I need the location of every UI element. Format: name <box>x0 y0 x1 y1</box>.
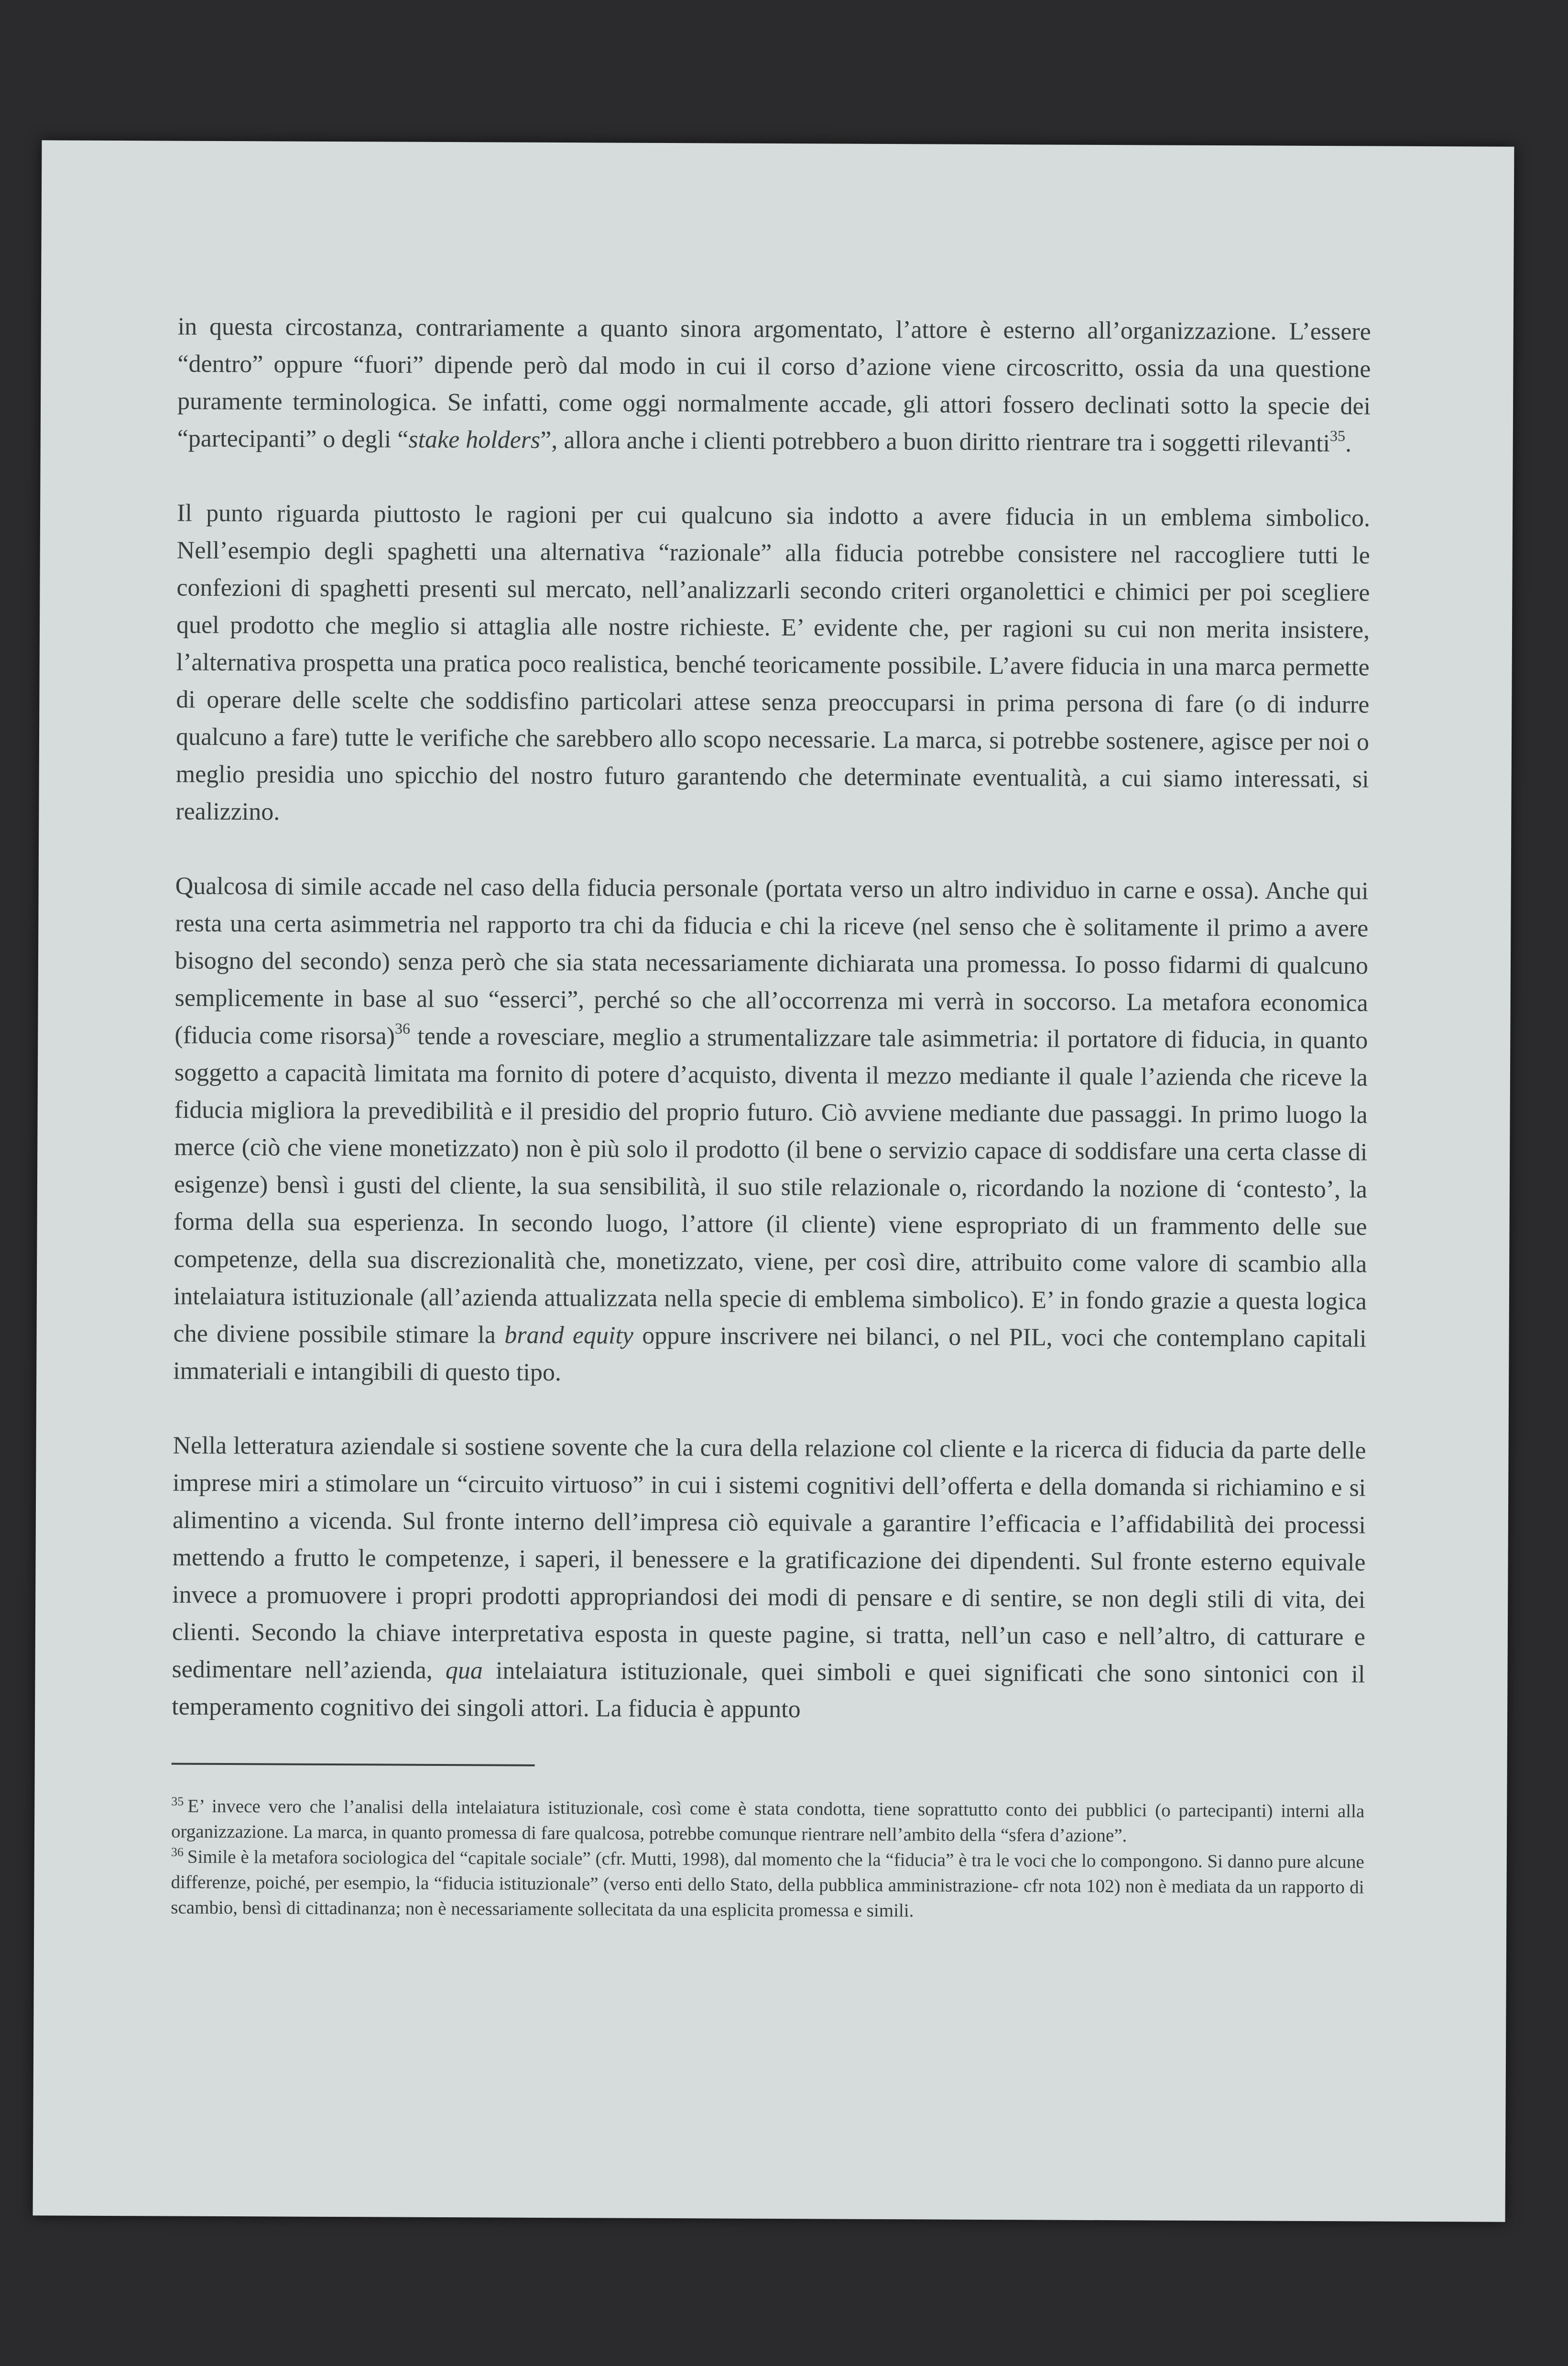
paper-sheet <box>33 140 1514 2222</box>
text-run: Nella letteratura aziendale si sostiene sovente che la cura della relazione col cliente e la ricerca di fiducia da parte delle imprese miri a stimolare un “circuito virtuoso” in cui i sistemi cognitivi dell’offerta e della domanda si richiamino e si alimentino a vicenda. Sul fronte interno dell’impresa ciò equivale a garantire l’efficacia e l’affidabilità dei processi mettendo a frutto le competenze, i saperi, il benessere e la gratificazione dei dipendenti. Sul fronte esterno equivale invece a promuovere i propri prodotti appropriandosi dei modi di pensare e di sentire, se non degli stili di vita, dei clienti. Secondo la chiave interpretativa esposta in queste pagine, si tratta, nell’un caso e nell’altro, di catturare e sedimentare nell’azienda, <box>172 1432 1366 1685</box>
footnote-reference: 36 <box>394 1019 411 1037</box>
footnote <box>171 1844 1364 1926</box>
text-run: ”, allora anche i clienti potrebbero a buon diritto rientrare tra i soggetti rilevanti <box>540 426 1330 458</box>
footnote <box>171 1794 1364 1850</box>
body-text <box>172 308 1371 1731</box>
paragraph <box>172 1427 1366 1731</box>
footnote-text: E’ invece vero che l’analisi della intelaiatura istituzionale, così come è stata condotta, tiene soprattutto conto dei pubblici (o partecipanti) interni alla organizzazione. La marca, in quanto promessa di fare qualcosa, potrebbe comunque rientrare nell’ambito della “sfera d’azione”. <box>171 1796 1365 1846</box>
text-run: in questa circostanza, contrariamente a quanto sinora argomentato, l’attore è esterno all’organizzazione. L’essere “dentro” oppure “fuori” dipende però dal modo in cui il corso d’azione viene circoscritto, ossia da una questione puramente terminologica. Se infatti, come oggi normalmente accade, gli attori fossero declinati sotto la specie dei “partecipanti” o degli “ <box>177 313 1371 453</box>
paragraph <box>173 868 1369 1395</box>
italic-term: qua <box>445 1657 483 1685</box>
footnotes <box>171 1794 1364 1926</box>
paragraph <box>177 308 1371 463</box>
text-run: Il punto riguarda piuttosto le ragioni per cui qualcuno sia indotto a avere fiducia in un emblema simbolico. Nell’esempio degli spaghetti una alternativa “razionale” alla fiducia potrebbe consistere nel raccogliere tutti le confezioni di spaghetti presenti sul mercato, nell’analizzarli secondo criteri organolettici e chimici per poi scegliere quel prodotto che meglio si attaglia alle nostre richieste. E’ evidente che, per ragioni su cui non merita insistere, l’alternativa prospetta una pratica poco realistica, benché teoricamente possibile. L’avere fiducia in una marca permette di operare delle scelte che soddisfino particolari attese senza preoccuparsi in prima persona di fare (o di indurre qualcuno a fare) tutte le verifiche che sarebbero allo scopo necessarie. La marca, si potrebbe sostenere, agisce per noi o meglio presidia uno spicchio del nostro futuro garantendo che determinate eventualità, a cui siamo interessati, si realizzino. <box>175 499 1371 826</box>
text-run: intelaiatura istituzionale, quei simboli e quei significati che sono sintonici con il temperamento cognitivo dei singoli attori. La fiducia è appunto <box>172 1657 1365 1723</box>
footnote-number: 36 <box>171 1845 184 1859</box>
page-content <box>171 308 1371 1926</box>
footnote-text: Simile è la metafora sociologica del “capitale sociale” (cfr. Mutti, 1998), dal momento che la “fiducia” è tra le voci che lo compongono. Si danno pure alcune differenze, poiché, per esempio, la “fiducia istituzionale” (verso enti dello Stato, della pubblica amministrazione- cfr nota 102) non è mediata da un rapporto di scambio, bensì di cittadinanza; non è necessariamente sollecitata da una esplicita promessa e simili. <box>171 1846 1364 1921</box>
text-run: . <box>1345 430 1352 458</box>
text-run: tende a rovesciare, meglio a strumentalizzare tale asimmetria: il portatore di fiducia, in quanto soggetto a capacità limitata ma fornito di potere d’acquisto, diventa il mezzo mediante il quale l’azienda che riceve la fiducia migliora la prevedibilità e il presidio del proprio futuro. Ciò avviene mediante due passaggi. In primo luogo la merce (ciò che viene monetizzato) non è più solo il prodotto (il bene o servizio capace di soddisfare una certa classe di esigenze) bensì i gusti del cliente, la sua sensibilità, il suo stile relazionale o, ricordando la nozione di ‘contesto’, la forma della sua esperienza. In secondo luogo, l’attore (il cliente) viene espropriato di un frammento delle sue competenze, della sua discrezionalità che, monetizzato, viene, per così dire, attribuito come valore di scambio alla intelaiatura istituzionale (all’azienda attualizzata nella specie di emblema simbolico). E’ in fondo grazie a questa logica che diviene possibile stimare la <box>173 1022 1368 1349</box>
text-run: oppure inscrivere nei bilanci, o nel PIL, voci che contemplano capitali immateriali e intangibili di questo tipo. <box>173 1322 1367 1387</box>
paragraph <box>175 495 1370 836</box>
footnote-separator <box>172 1763 535 1766</box>
italic-term: brand equity <box>504 1321 634 1349</box>
footnote-number: 35 <box>171 1794 184 1808</box>
italic-term: stake holders <box>408 426 541 454</box>
footnote-reference: 35 <box>1330 427 1346 445</box>
text-run: Qualcosa di simile accade nel caso della fiducia personale (portata verso un altro individuo in carne e ossa). Anche qui resta una certa asimmetria nel rapporto tra chi da fiducia e chi la riceve (nel senso che è solitamente il primo a avere bisogno del secondo) senza però che sia stata necessariamente dichiarata una promessa. Io posso fidarmi di qualcuno semplicemente in base al suo “esserci”, perché so che all’occorrenza mi verrà in soccorso. La metafora economica (fiducia come risorsa) <box>174 872 1369 1050</box>
